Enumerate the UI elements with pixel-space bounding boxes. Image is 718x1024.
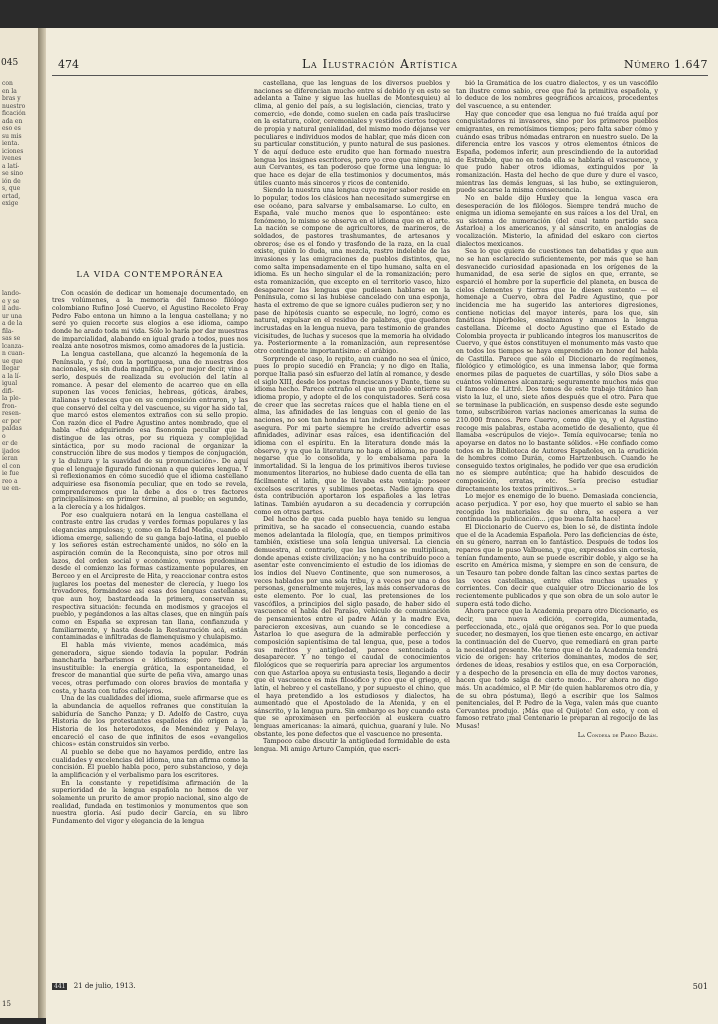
fragment-line: lcanza-: [2, 342, 24, 350]
fragment-line: igual: [2, 380, 18, 387]
fragment-line: reo a: [2, 477, 18, 485]
column-3-body: [456, 80, 658, 731]
fragment-line: er por: [2, 417, 21, 425]
paragraph: castellana, que las lenguas de los diversos pueblos y naciones se diferencian mucho entre sí debido (y en esto se adelanta a Taine y sigue las huellas de Montesquieu) al clima, al genio del país, a su legislación, ciencias, trato y comercio, «de donde, como suelen en cada país traslucirse en la estatura, color, ceremoniales y vestidos ciertos toques de propia y natural genialidad, del mismo modo déjanse ver peculiares e individuos modos de hablar, que más dicen con su particular constitución, y punto natural de sus pasiones. Y de aquí deduce este erudito que han formado nuestra lengua los insignes escritores, pero yo creo que ninguno, ni aun Cervantes, es tan poderoso que forme una lengua: lo que hace es dejar de ella testimonios y documentos, más útiles cuanto más sinceros y ricos de contenido.: [254, 80, 450, 187]
fragment-line: se sino: [2, 170, 24, 177]
paragraph: No en balde dijo Huxley que la lengua vasca era desesperación de los filólogos. Siempre tendrá mucho de enigma un idioma semejante en sus raíces a los del Ural, en su sistema de numeración (del cual tanto partido saca Astarloa) a los americanos, y al sánscrito, en analogías de vocalización. Misterio, la afinidad del eskaro con ciertos dialectos mexicanos.: [456, 193, 658, 248]
footer-mark: 441: [54, 983, 66, 990]
paragraph: En la constante y repetidísima afirmación de la superioridad de la lengua española no hemos de ver solamente un prurito de amor propio nacional, sino algo de realidad, fundada en testimonios y monumentos que son nuestra gloria. Así pudo decir García, en su libro Fundamento del vigor y elegancia de la lengua: [52, 778, 248, 825]
fragment-line: ficación: [2, 110, 26, 117]
fragment-line: a latí-: [2, 162, 20, 170]
column-1-body: [52, 290, 248, 826]
paragraph: Sorprende el caso, lo repito, aun cuando no sea el único, pues lo propio sucedió en Francia; y no digo en Italia, porque Italia pasó sin esfuerzo del latín al romance, y desde el siglo XIII, desde los poetas franciscanos y Dante, tiene su idioma hecho. Parece extraño el que un pueblo entierre su idioma propio, y adopte el de los conquistadores. Será cosa de creer que las secretas raíces que el habla tiene en el alma, las afinidades de las lenguas con el genio de las naciones, no son tan hondas ni tan indestructibles como se asegura. Por mi parte siempre he creído advertir esas afinidades, adivinar esas raíces, esa identificación del idioma con el espíritu. En la literatura donde más la observo, y ya que la literatura no haga el idioma, no puede negarse que lo consolida, y lo embalsama para la inmortalidad. Si la lengua de los primitivos iberos tuviese monumentos literarios, no hubiese dado cuenta de ella tan fácilmente el latín, que le llevaba esta ventaja: poseer excelsos escritores y sublimes poetas. Nadie ignora que ésta contribución aportaron los españoles a las letras latinas. También ayudaron a su decadencia y corrupción como en otras partes.: [254, 354, 450, 516]
page-header: [52, 54, 708, 74]
column-2: [254, 80, 450, 974]
fragment-line: su mis: [2, 132, 22, 140]
fragment-line: ieran: [2, 455, 18, 462]
fragment-line: paldas: [2, 425, 22, 432]
fragment-line: sas se: [2, 335, 21, 342]
section-title: LA VIDA CONTEMPORÁNEA: [76, 270, 224, 280]
fragment-line: iciones: [2, 147, 24, 155]
paragraph: Una de las cualidades del idioma, suele afirmarse que es la abundancia de aquellos refranes que constituían la sabiduría de Sancho Panza; y D. Adolfo de Castro, cuya Historia de los protestantes españoles dió origen a la Historia de los heterodoxos, de Menéndez y Pelayo, encareció el caso de que infinitos de esos «evangelios chicos» están construidos sin verbo.: [52, 694, 248, 749]
left-page-text-top: [2, 80, 38, 208]
fragment-line: llegar: [2, 365, 20, 372]
fragment-line: fron-: [2, 402, 17, 410]
fragment-line: a de la: [2, 320, 23, 327]
fragment-line: il adu-: [2, 305, 22, 312]
paragraph: Lo mejor es enemigo de lo bueno. Demasiada conciencia, acaso perjudica. Y por eso, hoy que muerto el sabio se han recogido los materiales de su obra, se espera a ver continuada la publicación... ¡que buena falta hace!: [456, 492, 658, 524]
fragment-line: la ple-: [2, 395, 21, 402]
fragment-line: ión de: [2, 177, 21, 185]
fragment-line: e y se: [2, 297, 20, 305]
paragraph: Sea lo que quiera de cuestiones tan debatidas y que aun no se han esclarecido suficientemente, por más que se han desvanecido curiosidad apasionada en los orígenes de la humanidad, de esa serie de siglos en que, errante, se esparció el hombre por la superficie del planeta, en busca de cielos clementes y tierras que le diesen sustento — el homenaje a Cuervo, obra del Padre Agustino, que por incidencia me ha sugerido las anteriores digresiones, contiene noticias del mayor interés, para los que, sin fanáticas hipérboles, ensalzamos y amamos la lengua castellana. Díceme el docto Agustino que el Estado de Colombia proyecta ir publicando íntegros los manuscritos de Cuervo, y que éstos constituyen el monumento más vasto que en todos los tiempos se haya emprendido en honor del habla de Castilla. Parece que sólo el Diccionario de regímenes, filológico y etimológico, es una inmensa labor, que forma enormes pilas de paquetes de cuartillas, y sólo Dios sabe a cuántos volúmenes alcanzará; seguramente muchos más que el famoso de Littré. Dos tomos de este trabajo titánico han visto la luz, el uno, siete años después que el otro. Para que se terminase la publicación, en suspenso desde este segundo tomo, subscribieron varias naciones americanas la suma de 210.000 francos. Pero Cuervo, como dije ya, y el Agustino recoge mis palabras, estaba acometido de desaliento, que él llamaba «escrúpulos de viejo». Temía equivocarse; tenía no apoyarse en datos no lo bastante sólidos. «He confiado como todos en la Biblioteca de Autores Españoles, en la erudición de hombres como Durán, como Hartzenbusch. Cuando he conseguido textos originales, he podido ver que esa erudición no es siempre auténtica; que ha habido descuidos de composición, erratas, etc. Sería preciso estudiar directamente los textos primitivos...»: [456, 247, 658, 493]
paragraph: Por eso cualquiera notará en la lengua castellana el contraste entre las crudas y verdes formas populares y las elegancias ampulosas; y, como en la Edad Media, cuando el idioma emerge, saliendo de su ganga bajo-latina, el pueblo y los señores están estrechamente unidos, no sólo en la aspiración común de la Reconquista, sino por otros mil lazos, del orden social y económico, vemos predominar desde el comienzo las formas castizamente populares, en Berceo y en el Arcipreste de Hita, y reaccionar contra estos juglares los poetas del menester de clerecía, y luego los trovadores, formándose así esas dos lenguas castellanas, que aun hoy, bastardeada la primera, conservan su respectiva situación: fecunda en modismos y gracejos el pueblo, y pegándonos a las altas clases, que en ningún país como en España se expresan tan llana, confianzuda y familiarmente, y hasta desde la Restauración acá, están contaminadas e infiltradas de flamenquismo y chulapismo.: [52, 510, 248, 642]
fragment-line: resen-: [2, 410, 21, 417]
fragment-line: fila-: [2, 327, 14, 335]
fragment-line: ada en: [2, 117, 23, 125]
paragraph: El Diccionario de Cuervo es, bien lo sé, de distinta índole que el de la Academia Española. Pero las deficiencias de éste, en su género, narran en lo fantástico. Después de todos los reparos que le puso Valbuena, y que, expresados sin cortesía, tenían fundamento, aun se puede escribir doble, y algo se ha escrito en América misma, y siempre en son de censura, de un Tesauro tan pobre donde faltan las cinco sextas partes de las voces castellanas, entre ellas muchas usuales y corrientes. Con decir que cualquier otro Diccionario de los recientemente publicados y que son obra de un solo autor le supera está todo dicho.: [456, 523, 658, 608]
fragment-line: en la: [2, 87, 17, 95]
paragraph: Tampoco cabe discutir la antigüedad formidable de esta lengua. Mi amigo Arturo Campión, que escri-: [254, 737, 450, 754]
fragment-line: difi-: [2, 387, 14, 395]
column-3: [456, 80, 658, 974]
left-page-text-bottom: [2, 290, 38, 493]
fragment-line: exige: [2, 200, 19, 207]
fragment-line: ienta.: [2, 140, 20, 147]
paragraph: Al pueblo se debe que no hayamos perdido, entre las cualidades y excelencias del idioma, una tan afirma como la concisión. El pueblo habla poco, pero substancioso, y deja la amplificación y el verbalismo para los escritores.: [52, 748, 248, 779]
fragment-line: er de: [2, 440, 18, 447]
paragraph: Siendo la nuestra una lengua cuyo mejor sabor reside en lo popular, todos los clásicos han necesitado sumergirse en ese océano, para salvarse y embalsamarse. Lo culto, en España, vale mucho menos que lo espontáneo: este fenómeno, lo mismo se observa en el idioma que en el arte. La nación se compone de agricultores, de marineros, de soldados, de pastores trashumantes, de artesanos y obreros; ése es el fondo y trasfondo de la raza, en la cual existe, quién lo duda, una mezcla, rastro indeleble de las invasiones y las emigraciones de pueblos distintos, que, como salta impensadamente en el tipo humano, salta en el idioma. Es un hecho singular el de la romanización; pero esta romanización, que excepto en el territorio vasco, hizo desaparecer las lenguas que pudiesen hablarse en la Península, como si las hubiese cancelado con una esponja, hasta el extremo de que se ignore cuáles pudieron ser, y no pase de hipótesis cuanto se especule, no logró, como es natural, expulsar en el residuo de palabras, que quedaron incrustadas en la lengua nueva, para testimonio de grandes vicisitudes, de luchas y sucesos que la memoria ha olvidado ya. Posteriormente a la romanización, aun representóse otro contingente importantísimo: el arábigo.: [254, 186, 450, 355]
author-signature: La Condesa de Pardo Bazán.: [577, 730, 658, 739]
paragraph: Del hecho de que cada pueblo haya tenido su lengua primitiva, se ha sacado el consecuencia, cuando estaba menos adelantada la filología, que, en tiempos primitivos también, existiese una sola lengua universal. La ciencia demuestra, al contrario, que las lenguas se multiplican, donde apenas existe civilización; y no ha contribuído poco a asentar este convencimiento el estudio de los idiomas de los indios del Nuevo Continente, que son numerosos, a veces hablados por una sola tribu, y a veces por una o dos personas, generalmente mujeres, las más conservadoras de este elemento. Por lo cual, las pretensiones de los vascófilos, a principios del siglo pasado, de haber sido el vascuence el habla del Paraíso, vehículo de comunicación de pensamientos entre el padre Adán y la madre Eva, parecieron excesivas, aun cuando se le concediese a Astarloa lo que asegura de la admirable perfección y composición sapientísima de tal lengua, que, pese a todos sus méritos y antigüedad, parece sentenciada a desaparecer. Y no tengo el caudal de conocimientos filológicos que se requeriría para apreciar los argumentos con que Astarloa apoya su entusiasta tesis, llegando a decir que el vascuence es más filosófico y rico que el griego, el latín, el hebreo y el castellano, y por supuesto el chino, que el haya pretendido a los estudiosos y dialectos, ha aumentado que el Apostolado de la Atenida, y en el sánscrito, y la lengua pura. Sin embargo es hoy cuando esta que se aproximasen en perfección al euskera cuatro lenguas americanas: la aimará, quichua, guaraní y lule. No obstante, les pone defectos que el vascuence no presenta.: [254, 515, 450, 738]
column-2-body: [254, 80, 450, 754]
fragment-line: n cuan-: [2, 350, 25, 357]
page-footer: [52, 982, 708, 994]
fragment-line: ie fue: [2, 470, 20, 477]
fragment-line: bras y: [2, 95, 21, 102]
fragment-line: con: [2, 80, 13, 87]
paragraph: El habla más viviente, menos académica, más generadora, sigue siendo todavía la popular. Podrán mancharla barbarismos e idiotismos; pero tiene lo insustituible: la energía grática, la espontaneidad, el frescor de manantial que surte de peña viva, amargo unas veces, otras perfumado con olores bravíos de montaña y costa, y hasta con tufos callejeros.: [52, 640, 248, 695]
fragment-line: ur una: [2, 312, 22, 320]
book-gutter: [38, 28, 46, 1018]
fragment-line: o: [2, 432, 6, 440]
fragment-line: ertad,: [2, 192, 21, 200]
magazine-title: La Ilustración Artística: [301, 57, 459, 71]
fragment-line: eso es: [2, 125, 21, 132]
paragraph: Hay que conceder que esa lengua no fué traída aquí por conquistadores ni invasores, sino por los primeros pueblos emigrantes, en remotísimos tiempos; pero falta saber cómo y cuándo esas tribus nómadas entraron en nuestro suelo. De la diferencia entre los vascos y otros elementos étnicos de España, podemos inferir, aun prescindiendo de la autoridad de Estrabón, que no en toda ella se hablaría el vascuence, y que pudo haber otros idiomas, extinguidos por la romanización. Hasta del hecho de que dure y dure el vasco, mientras las demás lenguas, si las hubo, se extinguieron, puede sacarse la misma consecuencia.: [456, 109, 658, 195]
header-rule: [52, 75, 708, 76]
left-page-fragment: [0, 28, 39, 1018]
paragraph: Ahora parece que la Academia prepara otro Diccionario, es decir, una nueva edición, corregida, aumentada, perfeccionada, etc., ojalá que oréganos sea. Por lo que pueda suceder, no desmayen, los que tienen este encargo, en activar la continuación del de Cuervo, que remediará en gran parte la necesidad presente. Me temo que el de la Academia tendrá vicio de origen: hay criterios dominantes, modos de ser, órdenes de ideas, resabios y estilos que, en esa Corporación, y a despecho de la presencia en ella de muy doctos varones, hacen que todo salga de cierto modo... Por ahora no digo más. Un académico, el P. Mir (de quien hablaremos otro día, y de su obra póstuma), llegó a escribir que los Salmos penitenciales, del P. Pedro de la Vega, valen más que cuanto Cervantes produjo. ¡Más que el Quijote! Con esto, y con el famoso retrato ¡mal Centenario le preparan al regocijo de las Musas!: [456, 607, 658, 731]
paragraph: Con ocasión de dedicar un homenaje documentado, en tres volúmenes, a la memoria del famoso filólogo colombiano Rufino José Cuervo, el Agustino Recoleto Fray Pedro Fabo entona un himno a la lengua castellana; y no seré yo quien recorte sus elogios a ese idioma, campo donde he arado toda mi vida. Sólo lo haría por dar muestras de imparcialidad, alabando en igual grado a todos, pues nos realza ante nosotros mismos, como amadores de la justicia.: [52, 288, 248, 351]
fragment-line: a la lí-: [2, 372, 21, 380]
folio-number: 501: [692, 982, 708, 991]
fragment-line: lando-: [2, 290, 21, 297]
column-1: [52, 80, 248, 974]
fragment-line: nuestro: [2, 102, 26, 110]
left-page-bottom-number: 15: [2, 1000, 11, 1008]
page-number: 474: [58, 58, 79, 71]
fragment-line: s, que: [2, 185, 21, 192]
fragment-line: ijados: [2, 447, 20, 455]
magazine-page: [46, 28, 718, 1024]
footer-date: 21 de julio, 1913.: [73, 982, 136, 990]
fragment-line: ue que: [2, 357, 23, 365]
left-page-number: 045: [1, 58, 19, 68]
paragraph: La lengua castellana, que alcanzó la hegemonía de la Península, y fué, con la portuguesa, una de nuestras dos nacionales, es sin duda magnífica, o por mejor decir, vino a serlo, después de realizada su evolución del latín al romance. A pesar del elemento de acarreo que en ella suponen las voces fenicias, hebreas, góticas, árabes, italianas y tudescas que en su composición entraron, y las que conservó del celta y del vascuence, su vigor ha sido tal, que marcó estos elementos extraños con su sello propio. Con razón dice el Padre Agustino antes nombrado, que el habla «fué adquiriendo esa fisonomía peculiar que la distingue de las otras, por su riqueza y complejidad sintáctica, por su modo racional de organizar la construcción libre de sus modos y tiempos de conjugación, y la dulzura y la suavidad de su pronunciación». De aquí que el lenguaje figurado funcionan a que quieres lengua. Y si reflexionamos en cómo sucedió que el idioma castellano adquiriese esa fisonomía peculiar, que en todo se revela, comprenderemos que la debe a dos o tres factores principalísimos: en primer término, al pueblo; en segundo, a la clerecía y a los hidalgos.: [52, 349, 248, 512]
paragraph: bió la Gramática de los cuatro dialectos, y es un vascófilo tan ilustre como sabio, cree que fué la primitiva española, y lo deduce de los nombres geográficos arcaicos, procedentes del vascuence, a su entender.: [456, 80, 658, 110]
fragment-line: ue en-: [2, 485, 21, 492]
fragment-line: el con: [2, 462, 21, 470]
fragment-line: ivenes: [2, 155, 22, 162]
issue-number: Número 1.647: [624, 58, 708, 71]
